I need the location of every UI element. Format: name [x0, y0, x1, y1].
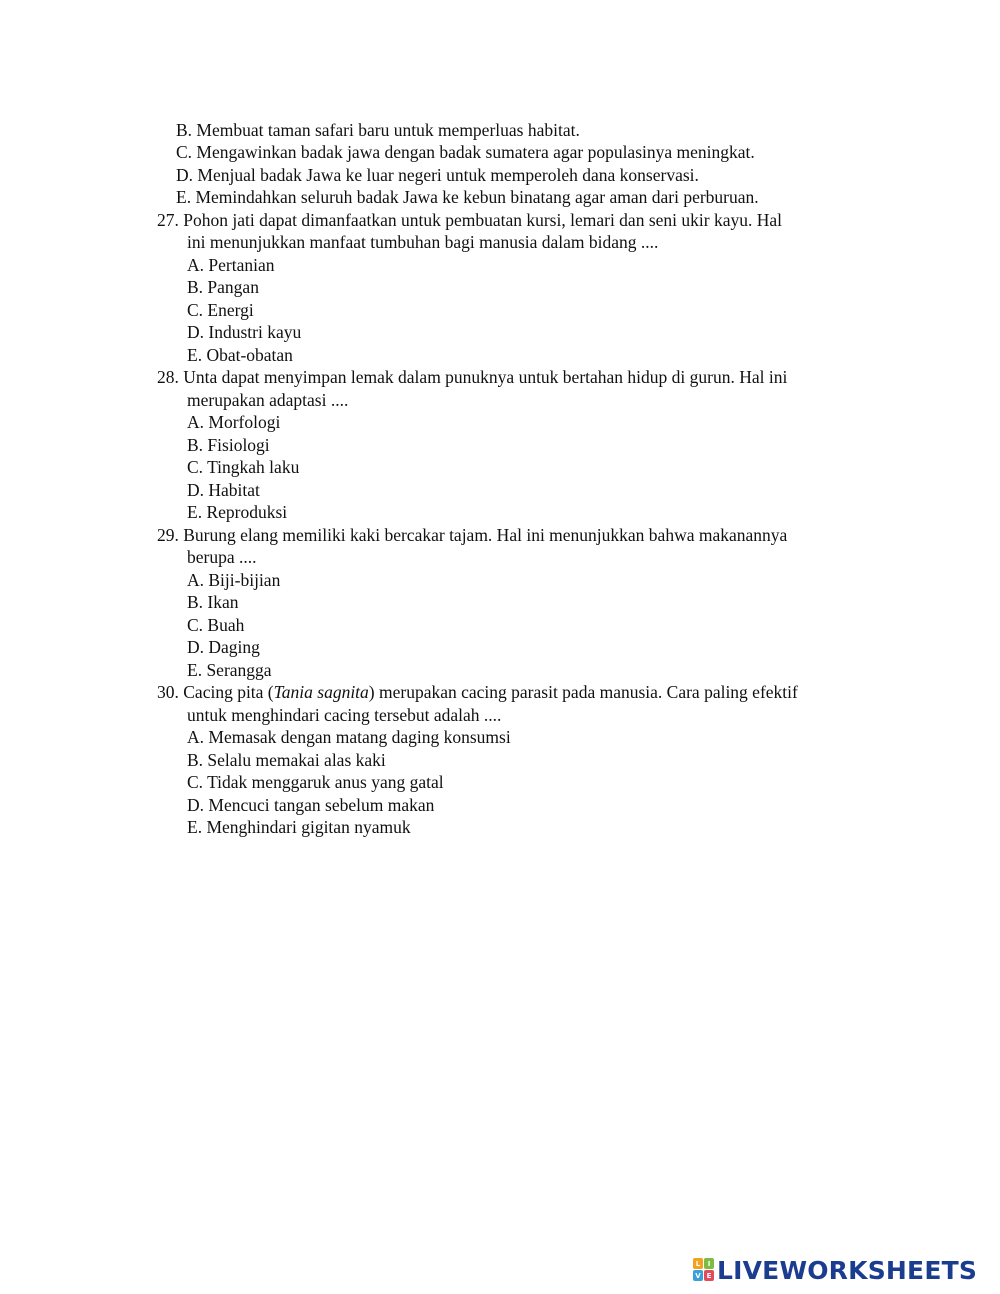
prev-option-c[interactable]: C. Mengawinkan badak jawa dengan badak sumatera agar populasinya meningkat. — [176, 142, 755, 162]
q28-option-b[interactable]: B. Fisiologi — [187, 435, 270, 455]
question-29-text-cont: berupa .... — [187, 547, 257, 567]
question-text: Unta dapat menyimpan lemak dalam punuknya untuk bertahan hidup di gurun. Hal ini — [183, 367, 788, 387]
question-text: Pohon jati dapat dimanfaatkan untuk pembuatan kursi, lemari dan seni ukir kayu. Hal — [183, 210, 782, 230]
logo-tile-v: V — [693, 1270, 703, 1281]
q30-option-d[interactable]: D. Mencuci tangan sebelum makan — [187, 795, 435, 815]
q27-option-d[interactable]: D. Industri kayu — [187, 322, 302, 342]
question-28-text-cont: merupakan adaptasi .... — [187, 390, 349, 410]
species-name: Tania sagnita — [273, 682, 369, 702]
question-30-text-cont: untuk menghindari cacing tersebut adalah .... — [187, 705, 502, 725]
question-text-part: ) merupakan cacing parasit pada manusia. Cara paling efektif — [368, 682, 798, 702]
logo-tile-i: I — [704, 1258, 714, 1269]
question-27 — [157, 209, 782, 232]
prev-option-e[interactable]: E. Memindahkan seluruh badak Jawa ke kebun binatang agar aman dari perburuan. — [176, 187, 759, 207]
question-number: 27. — [157, 210, 179, 230]
q30-option-a[interactable]: A. Memasak dengan matang daging konsumsi — [187, 727, 511, 747]
q27-option-e[interactable]: E. Obat-obatan — [187, 345, 293, 365]
q29-option-d[interactable]: D. Daging — [187, 637, 260, 657]
q30-option-e[interactable]: E. Menghindari gigitan nyamuk — [187, 817, 411, 837]
question-28 — [157, 366, 787, 389]
brand-name: LIVEWORKSHEETS — [717, 1255, 978, 1285]
question-30 — [157, 681, 798, 704]
logo-tile-l: L — [693, 1258, 703, 1269]
question-number: 30. — [157, 682, 179, 702]
q27-option-c[interactable]: C. Energi — [187, 300, 254, 320]
question-29 — [157, 524, 787, 547]
q29-option-a[interactable]: A. Biji-bijian — [187, 570, 281, 590]
q28-option-a[interactable]: A. Morfologi — [187, 412, 281, 432]
q28-option-e[interactable]: E. Reproduksi — [187, 502, 288, 522]
q30-option-c[interactable]: C. Tidak menggaruk anus yang gatal — [187, 772, 444, 792]
q29-option-c[interactable]: C. Buah — [187, 615, 245, 635]
q28-option-d[interactable]: D. Habitat — [187, 480, 260, 500]
prev-option-b[interactable]: B. Membuat taman safari baru untuk memperluas habitat. — [176, 120, 580, 140]
liveworksheets-icon — [693, 1258, 715, 1282]
question-text: Burung elang memiliki kaki bercakar tajam. Hal ini menunjukkan bahwa makanannya — [183, 525, 788, 545]
liveworksheets-logo[interactable] — [693, 1256, 977, 1284]
q30-option-b[interactable]: B. Selalu memakai alas kaki — [187, 750, 386, 770]
prev-option-d[interactable]: D. Menjual badak Jawa ke luar negeri untuk memperoleh dana konservasi. — [176, 165, 699, 185]
logo-tile-e: E — [704, 1270, 714, 1281]
question-text-part: Cacing pita ( — [183, 682, 274, 702]
question-27-text-cont: ini menunjukkan manfaat tumbuhan bagi manusia dalam bidang .... — [187, 232, 659, 252]
question-number: 28. — [157, 367, 179, 387]
q29-option-b[interactable]: B. Ikan — [187, 592, 239, 612]
q27-option-b[interactable]: B. Pangan — [187, 277, 259, 297]
q28-option-c[interactable]: C. Tingkah laku — [187, 457, 300, 477]
question-number: 29. — [157, 525, 179, 545]
q27-option-a[interactable]: A. Pertanian — [187, 255, 275, 275]
q29-option-e[interactable]: E. Serangga — [187, 660, 272, 680]
